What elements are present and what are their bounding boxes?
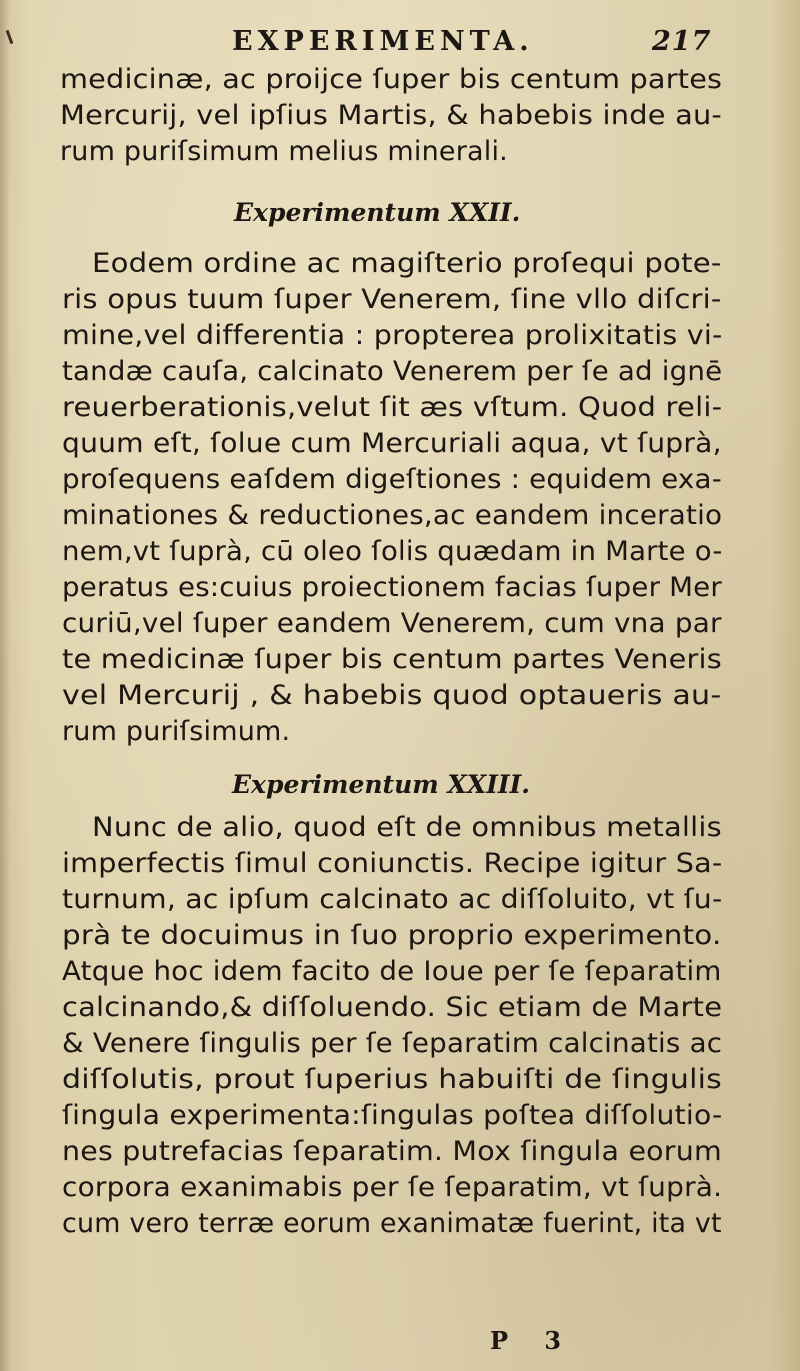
page-edge-shadow bbox=[0, 0, 10, 1371]
text-line: quum eſt, ſolue cum Mercuriali aqua, vt ſuprà, bbox=[62, 428, 722, 459]
text-line: Mercurij, vel ipſius Martis, & habebis inde au- bbox=[60, 100, 723, 131]
text-line: tandæ cauſa, calcinato Venerem per ſe ad ignē bbox=[62, 356, 723, 387]
section-heading: Experimentum XXII. bbox=[234, 198, 521, 227]
text-line: nem,vt ſuprà, cū oleo ſolis quædam in Marte o- bbox=[62, 536, 723, 567]
text-line: curiū,vel ſuper eandem Venerem, cum vna par bbox=[62, 608, 722, 639]
text-line: vel Mercurij , & habebis quod optaueris au- bbox=[62, 680, 722, 711]
text-line: diſſolutis, prout ſuperius habuiſti de ſingulis bbox=[62, 1064, 723, 1095]
text-line: cum vero terræ eorum exanimatæ fuerint, ita vt bbox=[62, 1208, 722, 1239]
text-line: Eodem ordine ac magiſterio proſequi pote- bbox=[92, 248, 722, 279]
text-line: imperfectis ſimul coniunctis. Recipe igitur Sa- bbox=[62, 848, 723, 879]
text-line: mine,vel differentia : propterea prolixitatis vi- bbox=[62, 320, 723, 351]
running-title: EXPERIMENTA. bbox=[232, 26, 534, 57]
text-line: calcinando,& diſſoluendo. Sic etiam de Marte bbox=[62, 992, 723, 1023]
text-line: nes putrefacias ſeparatim. Mox ſingula eorum bbox=[62, 1136, 722, 1167]
text-line: te medicinæ ſuper bis centum partes Veneris bbox=[62, 644, 722, 675]
text-line: ſingula experimenta:ſingulas poſtea diſſolutio- bbox=[62, 1100, 723, 1131]
text-line: medicinæ, ac proijce ſuper bis centum partes bbox=[60, 64, 723, 95]
running-header bbox=[232, 26, 712, 57]
text-line: turnum, ac ipſum calcinato ac diſſoluito, vt ſu- bbox=[62, 884, 723, 915]
text-line: minationes & reductiones,ac eandem inceratio bbox=[62, 500, 723, 531]
text-line: peratus es:cuius proiectionem facias ſuper Mer bbox=[62, 572, 722, 603]
text-line: corpora exanimabis per ſe ſeparatim, vt ſuprà. bbox=[62, 1172, 723, 1203]
text-line: proſequens eaſdem digeſtiones : equidem exa- bbox=[62, 464, 722, 495]
signature-mark: P 3 bbox=[490, 1326, 576, 1355]
text-line: rum puriſsimum. bbox=[62, 716, 291, 747]
text-line: Atque hoc idem facito de Ioue per ſe ſeparatim bbox=[62, 956, 722, 987]
section-heading: Experimentum XXIII. bbox=[232, 770, 531, 799]
text-line: prà te docuimus in ſuo proprio experimento. bbox=[62, 920, 722, 951]
text-line: ris opus tuum ſuper Venerem, ſine vllo diſcri- bbox=[62, 284, 722, 315]
text-line: Nunc de alio, quod eſt de omnibus metallis bbox=[92, 812, 722, 843]
page-number: 217 bbox=[652, 26, 712, 57]
text-line: & Venere ſingulis per ſe ſeparatim calcinatis ac bbox=[62, 1028, 723, 1059]
text-line: reuerberationis,velut ſit æs vſtum. Quod reli- bbox=[62, 392, 723, 423]
text-line: rum puriſsimum melius minerali. bbox=[60, 136, 508, 167]
